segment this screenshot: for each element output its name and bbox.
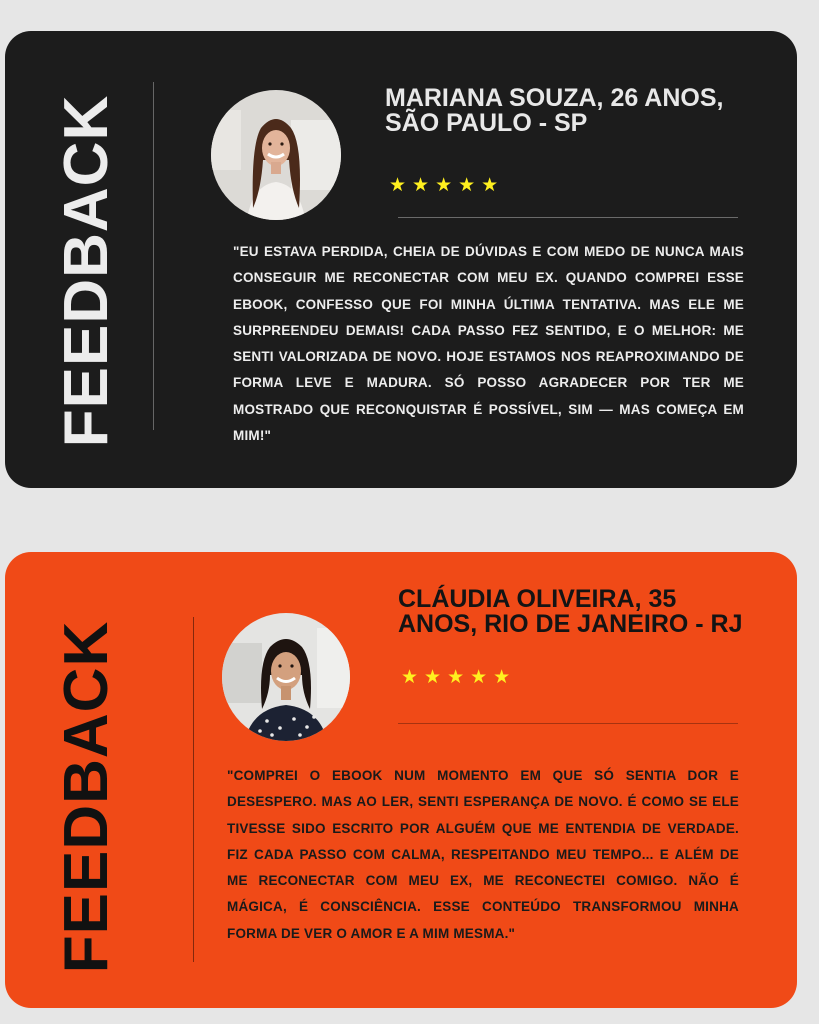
testimonial-card (5, 31, 797, 488)
horizontal-divider (398, 217, 738, 218)
feedback-side-label: FEEDBACK (52, 94, 122, 448)
testimonial-quote: "EU ESTAVA PERDIDA, CHEIA DE DÚVIDAS E COM MEDO DE NUNCA MAIS CONSEGUIR ME RECONECTAR COM MEU EX. QUANDO COMPREI ESSE EBOOK, CONFESSO QUE FOI MINHA ÚLTIMA TENTATIVA. MAS ELE ME SURPREENDEU DEMAIS! CADA PASSO FEZ SENTIDO, E O MELHOR: ME SENTI VALORIZADA DE NOVO. HOJE ESTAMOS NOS REAPROXIMANDO DE FORMA LEVE E MADURA. SÓ POSSO AGRADECER POR TER ME MOSTRADO QUE RECONQUISTAR É POSSÍVEL, SIM — MAS COMEÇA EM MIM!" (233, 244, 744, 444)
star-rating: ★★★★★ (401, 667, 517, 688)
smiling-woman-photo-icon (211, 90, 341, 220)
horizontal-divider (398, 723, 738, 724)
customer-name: MARIANA SOUZA, 26 ANOS, SÃO PAULO - SP (385, 84, 724, 137)
vertical-divider (193, 617, 194, 962)
star-rating: ★★★★★ (389, 175, 505, 196)
vertical-divider (153, 82, 154, 430)
avatar (222, 613, 350, 741)
testimonial-card (5, 552, 797, 1008)
smiling-woman-photo-icon (222, 613, 350, 741)
feedback-side-label: FEEDBACK (52, 620, 122, 974)
avatar (211, 90, 341, 220)
customer-name: CLÁUDIA OLIVEIRA, 35 ANOS, RIO DE JANEIRO - RJ (398, 585, 743, 638)
testimonial-quote: "COMPREI O EBOOK NUM MOMENTO EM QUE SÓ SENTIA DOR E DESESPERO. MAS AO LER, SENTI ESPERANÇA DE NOVO. É COMO SE ELE TIVESSE SIDO ESCRITO POR ALGUÉM QUE ME ENTENDIA DE VERDADE. FIZ CADA PASSO COM CALMA, RESPEITANDO MEU TEMPO... E ALÉM DE ME RECONECTAR COM MEU EX, ME RECONECTEI COMIGO. NÃO É MÁGICA, É CONSCIÊNCIA. ESSE CONTEÚDO TRANSFORMOU MINHA FORMA DE VER O AMOR E A MIM MESMA." (227, 768, 739, 941)
